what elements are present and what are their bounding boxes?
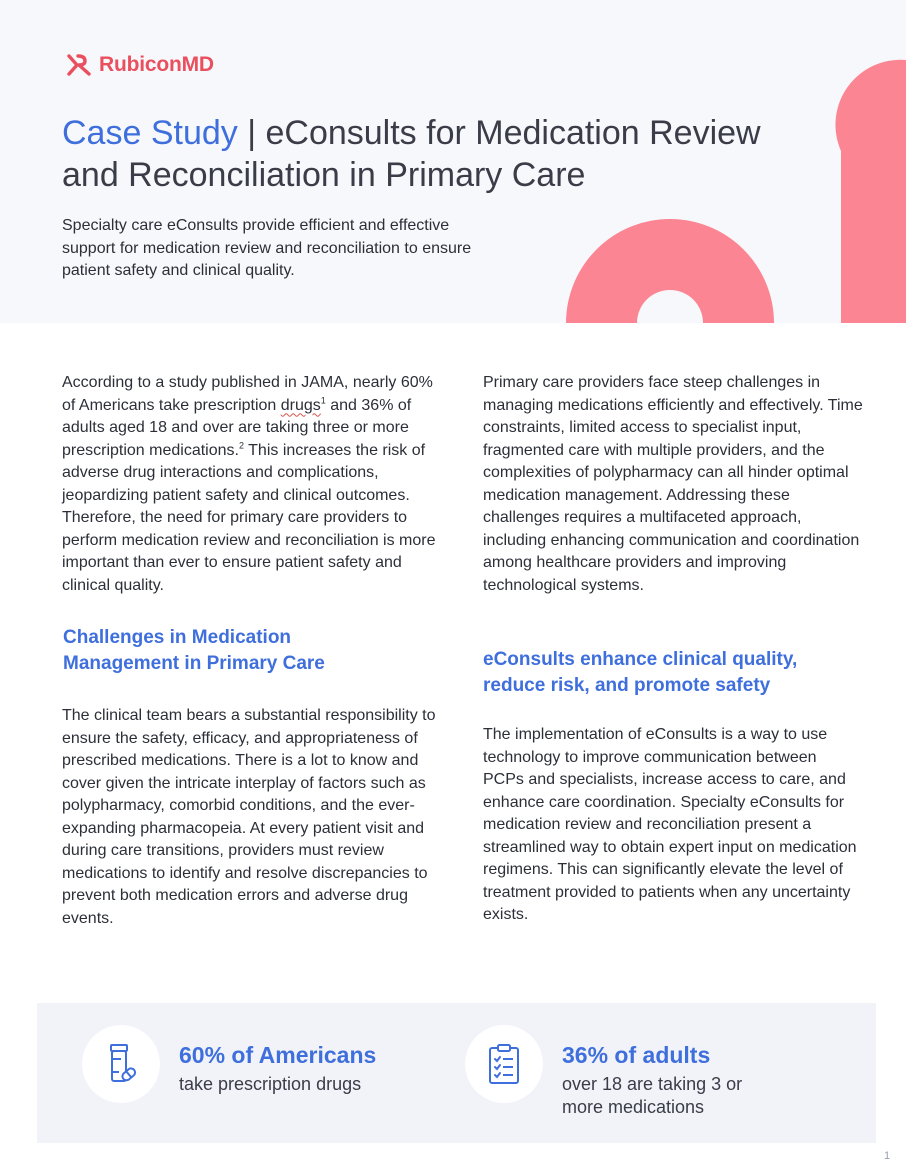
- title-accent: Case Study: [62, 114, 238, 152]
- title-rest: | eConsults for Medication Review and Reconciliation in Primary Care: [62, 114, 761, 194]
- stat-headline-2: 36% of adults: [562, 1042, 711, 1068]
- logo-wordmark: RubiconMD: [99, 53, 214, 76]
- section-heading-econsults: eConsults enhance clinical quality, reduce risk, and promote safety: [483, 649, 798, 696]
- left-heading-block: [63, 625, 393, 676]
- checklist-icon: [487, 1043, 521, 1085]
- challenges-body-paragraph: The clinical team bears a substantial responsibility to ensure the safety, efficacy, and appropriateness of prescribed medications. There is a lot to know and cover given the intricate interplay of factors such as polypharmacy, comorbid conditions, and the ever-expanding pharmacopeia. At every patient visit and during care transitions, providers must review medications to identify and resolve discrepancies to prevent both medication errors and adverse drug events.: [62, 707, 436, 927]
- pill-bottle-icon: [104, 1043, 138, 1085]
- intro-text-2: and 36% of adults aged 18 and over are taking three or more prescription medications.: [62, 396, 412, 459]
- stat-icon-circle-1: [82, 1025, 160, 1103]
- footnote-ref-1: 1: [320, 395, 326, 406]
- page-number: 1: [884, 1150, 891, 1162]
- decorative-small-arch: [566, 219, 774, 323]
- right-heading-block: [483, 647, 853, 698]
- page-title: [62, 112, 782, 196]
- stats-band: [37, 1003, 876, 1143]
- page-subtitle: Specialty care eConsults provide efficient and effective support for medication review and reconciliation to ensure patient safety and clinical quality.: [62, 217, 472, 279]
- stat-text-1: take prescription drugs: [179, 1074, 362, 1094]
- left-column: [62, 372, 442, 597]
- right-body-block: [483, 724, 858, 927]
- intro-text-1: According to a study published in JAMA, nearly 60% of Americans take prescription: [62, 374, 433, 414]
- intro-text-3: This increases the risk of adverse drug interactions and complications, jeopardizing patient safety and clinical outcomes. Therefore, the need for primary care providers to perform medication review and reconciliation is more important than ever to ensure patient safety and clinical quality.: [62, 441, 436, 594]
- spellcheck-marked-word: drugs: [280, 396, 321, 414]
- right-column: [483, 372, 863, 597]
- right-intro-paragraph: Primary care providers face steep challenges in managing medications efficiently and effectively. Time constraints, limited access to specialist input, fragmented care with multiple providers, and the complexities of polypharmacy can all hinder optimal medication management. Addressing these challenges requires a multifaceted approach, including enhancing communication and coordination among healthcare providers and improving technological systems.: [483, 374, 863, 594]
- footnote-ref-2: 2: [238, 440, 244, 451]
- stat-icon-circle-2: [465, 1025, 543, 1103]
- stat-text-2: over 18 are taking 3 or more medications: [562, 1074, 743, 1117]
- stat-headline-1: 60% of Americans: [179, 1042, 377, 1068]
- left-body-block: [62, 705, 442, 930]
- rubiconmd-logo-mark-icon: [65, 52, 93, 78]
- section-heading-challenges: Challenges in Medication Management in Primary Care: [63, 627, 325, 674]
- decorative-large-arch: [835, 60, 906, 323]
- rubiconmd-logo: [65, 52, 214, 78]
- econsults-body-paragraph: The implementation of eConsults is a way to use technology to improve communication between PCPs and specialists, increase access to care, and enhance care coordination. Specialty eConsults for medication review and reconciliation present a streamlined way to obtain expert input on medication regimens. This can significantly elevate the level of treatment provided to patients when any uncertainty exists.: [483, 726, 857, 923]
- left-intro-paragraph: [62, 372, 442, 597]
